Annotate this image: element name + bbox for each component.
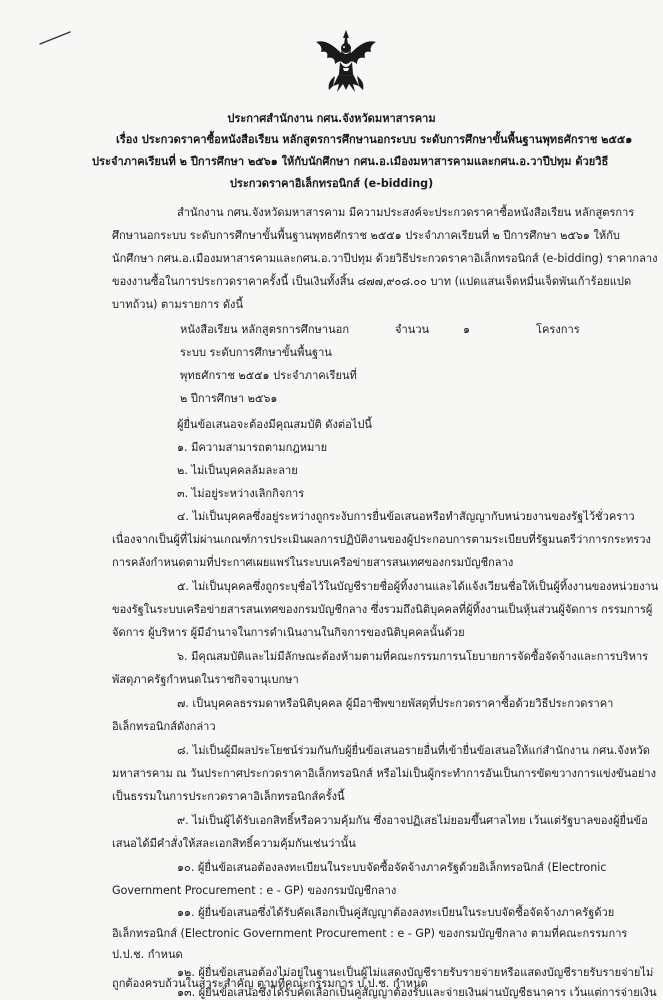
qualification-13-line-1: ๑๓. ผู้ยื่นข้อเสนอซึ่งได้รับคัดเลือกเป็นคู่สัญญาต้องรับและจ่ายเงินผ่านบัญชีธนาคาร เว้นแต่การจ่ายเงิน bbox=[177, 986, 657, 999]
intro-line-1: สำนักงาน กศน.จังหวัดมหาสารคาม มีความประสงค์จะประกวดราคาซื้อหนังสือเรียน หลักสูตรการ bbox=[177, 206, 635, 219]
qualification-8-line-3: เป็นธรรมในการประกวดราคาอิเล็กทรอนิกส์ครั้งนี้ bbox=[112, 790, 345, 803]
qualification-5-line-3: จัดการ ผู้บริหาร ผู้มีอำนาจในการดำเนินงานในกิจการของนิติบุคคลนั้นด้วย bbox=[112, 626, 465, 639]
qualification-4-line-3: การคลังกำหนดตามที่ประกาศเผยแพร่ในระบบเครือข่ายสารสนเทศของกรมบัญชีกลาง bbox=[112, 556, 514, 569]
qualification-10-line-1: ๑๐. ผู้ยื่นข้อเสนอต้องลงทะเบียนในระบบจัดซื้อจัดจ้างภาครัฐด้วยอิเล็กทรอนิกส์ (Electronic bbox=[177, 861, 607, 874]
intro-line-2: ศึกษานอกระบบ ระดับการศึกษาขั้นพื้นฐานพุทธศักราช ๒๕๕๑ ประจำภาคเรียนที่ ๒ ปีการศึกษา ๒๕๖๑ ให้กับ bbox=[112, 229, 620, 242]
qualification-12-line-2: ถูกต้องครบถ้วนในสาระสำคัญ ตามที่คณะกรรมการ ป.ป.ช. กำหนด bbox=[112, 977, 428, 990]
qualification-1: ๑. มีความสามารถตามกฎหมาย bbox=[177, 441, 328, 454]
item-desc-3: พุทธศักราช ๒๕๕๑ ประจำภาคเรียนที่ bbox=[180, 369, 357, 382]
qualification-8-line-1: ๘. ไม่เป็นผู้มีผลประโยชน์ร่วมกันกับผู้ยื่นข้อเสนอรายอื่นที่เข้ายื่นข้อเสนอให้แก่สำนักงาน กศน.จังหวัด bbox=[177, 744, 650, 757]
qualification-12-line-1: ๑๒. ผู้ยื่นข้อเสนอต้องไม่อยู่ในฐานะเป็นผู้ไม่แสดงบัญชีรายรับรายจ่ายหรือแสดงบัญชีรายรับรายจ่ายไม่ bbox=[177, 966, 654, 979]
qualification-5-line-1: ๕. ไม่เป็นบุคคลซึ่งถูกระบุชื่อไว้ในบัญชีรายชื่อผู้ทิ้งงานและได้แจ้งเวียนชื่อให้เป็นผู้ทิ้งงานของหน่วยงาน bbox=[177, 580, 659, 593]
subject-line-3: ประกวดราคาอิเล็กทรอนิกส์ (e-bidding) bbox=[229, 177, 434, 190]
announcement-office: ประกาศสำนักงาน กศน.จังหวัดมหาสารคาม bbox=[227, 112, 436, 125]
qualification-7-line-1: ๗. เป็นบุคคลธรรมดาหรือนิติบุคคล ผู้มีอาชีพขายพัสดุที่ประกวดราคาซื้อด้วยวิธีประกวดราคา bbox=[177, 697, 614, 710]
intro-line-3: นักศึกษา กศน.อ.เมืองมหาสารคามและกศน.อ.วาปีปทุม ด้วยวิธีประกวดราคาอิเล็กทรอนิกส์ (e-bidding) ราคากลาง bbox=[112, 252, 658, 265]
intro-line-5: บาทถ้วน) ตามรายการ ดังนี้ bbox=[112, 298, 244, 311]
qualification-11-line-3: ป.ป.ช. กำหนด bbox=[112, 948, 183, 961]
qualification-6-line-2: พัสดุภาครัฐกำหนดในราชกิจจานุเบกษา bbox=[112, 673, 299, 686]
item-desc-2: ระบบ ระดับการศึกษาขั้นพื้นฐาน bbox=[180, 346, 332, 359]
qualification-11-line-1: ๑๑. ผู้ยื่นข้อเสนอซึ่งได้รับคัดเลือกเป็นคู่สัญญาต้องลงทะเบียนในระบบจัดซื้อจัดจ้างภาครัฐด้วย bbox=[177, 906, 615, 919]
qualification-4-line-2: เนื่องจากเป็นผู้ที่ไม่ผ่านเกณฑ์การประเมินผลการปฏิบัติงานของผู้ประกอบการตามระเบียบที่รัฐมนตรีว่าการกระทรวง bbox=[112, 533, 651, 546]
item-desc-4: ๒ ปีการศึกษา ๒๕๖๑ bbox=[180, 392, 278, 405]
qualification-3: ๓. ไม่อยู่ระหว่างเลิกกิจการ bbox=[177, 487, 305, 500]
qualification-4-line-1: ๔. ไม่เป็นบุคคลซึ่งอยู่ระหว่างถูกระงับการยื่นข้อเสนอหรือทำสัญญากับหน่วยงานของรัฐไว้ชั่วคราว bbox=[177, 510, 635, 523]
qualification-10-line-2: Government Procurement : e - GP) ของกรมบัญชีกลาง bbox=[112, 884, 397, 897]
qualification-11-line-2: อิเล็กทรอนิกส์ (Electronic Government Procurement : e - GP) ของกรมบัญชีกลาง ตามที่คณะกรรมการ bbox=[112, 927, 628, 940]
item-unit: โครงการ bbox=[536, 323, 580, 336]
garuda-emblem-icon bbox=[313, 28, 379, 98]
qualification-6-line-1: ๖. มีคุณสมบัติและไม่มีลักษณะต้องห้ามตามที่คณะกรรมการนโยบายการจัดซื้อจัดจ้างและการบริหาร bbox=[177, 650, 649, 663]
pen-mark-icon bbox=[38, 30, 72, 46]
item-qty-value: ๑ bbox=[463, 323, 471, 336]
intro-line-4: ของงานซื้อในการประกวดราคาครั้งนี้ เป็นเงินทั้งสิ้น ๘๗๗,๙๐๘.๐๐ บาท (แปดแสนเจ็ดหมื่นเจ็ดพันเก้าร้อยแปด bbox=[112, 275, 632, 288]
qualification-5-line-2: ของรัฐในระบบเครือข่ายสารสนเทศของกรมบัญชีกลาง ซึ่งรวมถึงนิติบุคคลที่ผู้ทิ้งงานเป็นหุ้นส่วนผู้จัดการ กรรมการผู้ bbox=[112, 603, 653, 616]
item-desc-1: หนังสือเรียน หลักสูตรการศึกษานอก bbox=[180, 323, 350, 336]
qualifications-heading: ผู้ยื่นข้อเสนอจะต้องมีคุณสมบัติ ดังต่อไปนี้ bbox=[177, 418, 372, 431]
item-qty-label: จำนวน bbox=[395, 323, 430, 336]
subject-line-2: ประจำภาคเรียนที่ ๒ ปีการศึกษา ๒๕๖๑ ให้กับนักศึกษา กศน.อ.เมืองมหาสารคามและกศน.อ.วาปีปทุม ด้วยวิธี bbox=[92, 155, 609, 168]
qualification-7-line-2: อิเล็กทรอนิกส์ดังกล่าว bbox=[112, 720, 216, 733]
subject-line-1: เรื่อง ประกวดราคาซื้อหนังสือเรียน หลักสูตรการศึกษานอกระบบ ระดับการศึกษาขั้นพื้นฐานพุทธศักราช ๒๕๕๑ bbox=[116, 133, 633, 146]
qualification-2: ๒. ไม่เป็นบุคคลล้มละลาย bbox=[177, 464, 298, 477]
qualification-8-line-2: มหาสารคาม ณ วันประกาศประกวดราคาอิเล็กทรอนิกส์ หรือไม่เป็นผู้กระทำการอันเป็นการขัดขวางการแข่งขันอย่าง bbox=[112, 767, 657, 780]
qualification-9-line-2: เสนอได้มีคำสั่งให้สละเอกสิทธิ์ความคุ้มกันเช่นว่านั้น bbox=[112, 837, 356, 850]
qualification-9-line-1: ๙. ไม่เป็นผู้ได้รับเอกสิทธิ์หรือความคุ้มกัน ซึ่งอาจปฏิเสธไม่ยอมขึ้นศาลไทย เว้นแต่รัฐบาลของผู้ยื่นข้อ bbox=[177, 814, 648, 827]
